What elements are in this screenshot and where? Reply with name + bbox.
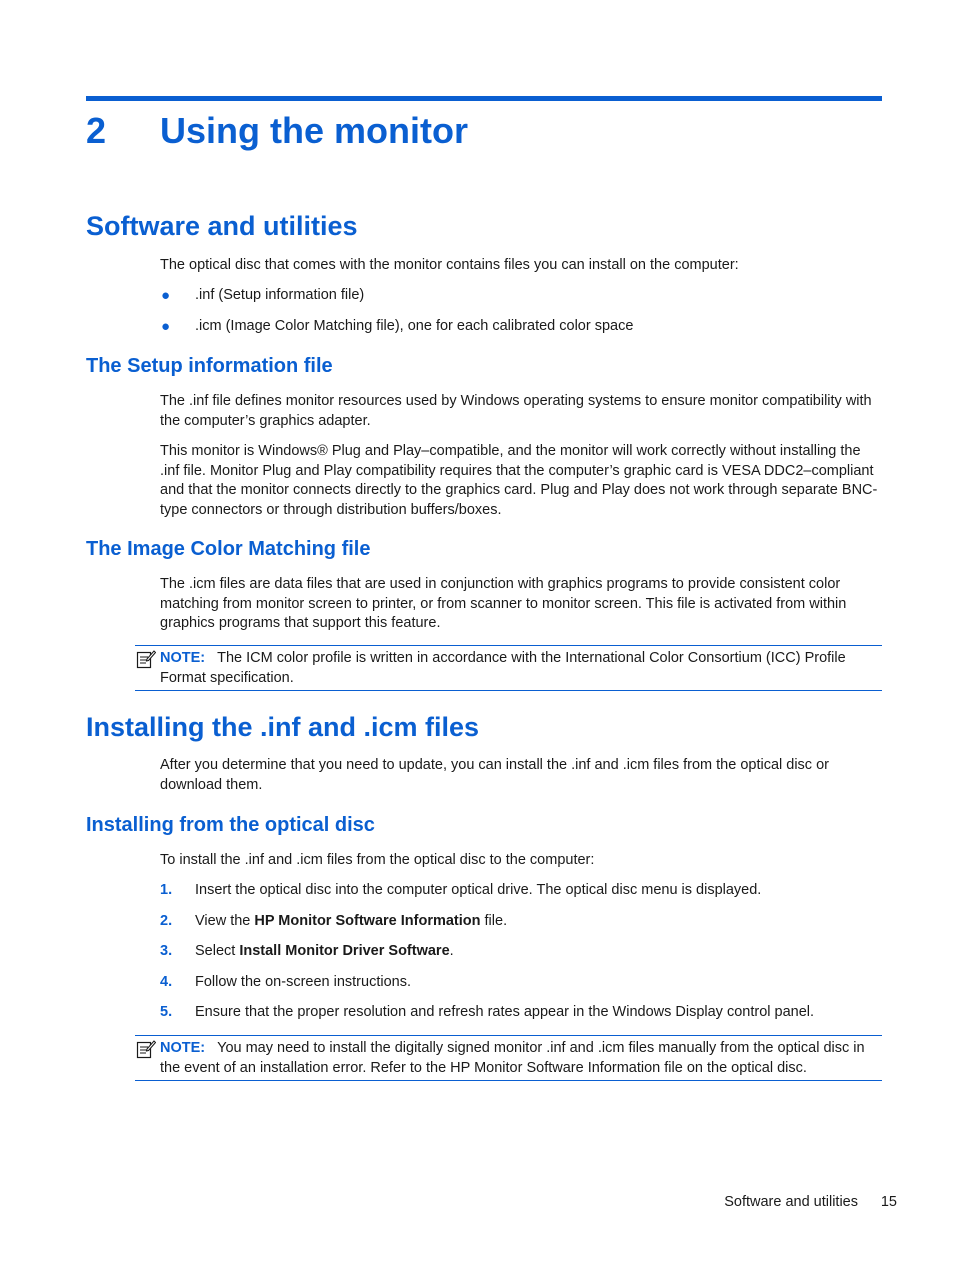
footer-section: Software and utilities [724,1194,858,1210]
note-text: The ICM color profile is written in accordance with the International Color Consortium (ICC) Profile Format specification. [160,650,846,686]
page-number: 15 [880,1194,897,1210]
chapter-top-rule [86,96,882,101]
note-body [160,1039,882,1078]
chapter-title [86,108,468,154]
note-pencil-icon [136,1039,156,1059]
software-intro: The optical disc that comes with the monitor contains files you can install on the computer: [160,257,739,273]
step-text: Insert the optical disc into the computer optical drive. The optical disc menu is displayed. [195,882,762,898]
note-pencil-icon [136,649,156,669]
subsection-heading-optical: Installing from the optical disc [86,814,375,836]
icm-para: The .icm files are data files that are used in conjunction with graphics programs to provide consistent color matching from monitor screen to printer, or from scanner to monitor screen. This file is activated from within graphics programs that support this feature. [160,576,847,631]
subsection-heading-icm: The Image Color Matching file [86,538,371,560]
note-text: You may need to install the digitally signed monitor .inf and .icm files manually from the optical disc in the event of an installation error. Refer to the HP Monitor Software Information file on the optical disc. [160,1040,865,1076]
section-heading-installing: Installing the .inf and .icm files [86,712,480,742]
step-text: Follow the on-screen instructions. [195,974,411,990]
step-number: 4. [160,974,173,990]
setup-para-1: The .inf file defines monitor resources used by Windows operating systems to ensure monitor compatibility with the computer’s graphics adapter. [160,393,872,429]
subsection-heading-setup: The Setup information file [86,355,333,377]
chapter-title-text: Using the monitor [160,110,468,151]
section-heading-software: Software and utilities [86,211,358,241]
note-label: NOTE: [160,650,206,666]
note-box [135,645,882,691]
bullet-dot-icon: ● [161,318,171,335]
step-number: 2. [160,913,173,929]
step-number: 5. [160,1004,173,1020]
chapter-number: 2 [86,110,107,151]
note-box [135,1035,882,1081]
bullet-dot-icon: ● [161,287,171,304]
step-text: Select Install Monitor Driver Software. [195,943,454,959]
step-number: 1. [160,882,173,898]
note-body [160,649,882,688]
note-label: NOTE: [160,1040,206,1056]
step-text: View the HP Monitor Software Information file. [195,913,508,929]
setup-para-2: This monitor is Windows® Plug and Play–compatible, and the monitor will work correctly without installing the .inf file. Monitor Plug and Play compatibility requires that the computer’s graphic card is VESA DDC2–compliant and that the monitor connects directly to the graphics card. Plug and Play does not work through separate BNC-type connectors or through distribution buffers/boxes. [160,443,878,518]
step-text: Ensure that the proper resolution and refresh rates appear in the Windows Display control panel. [195,1004,815,1020]
optical-intro: To install the .inf and .icm files from the optical disc to the computer: [160,852,595,868]
installing-para: After you determine that you need to update, you can install the .inf and .icm files from the optical disc or download them. [160,757,829,793]
step-number: 3. [160,943,173,959]
